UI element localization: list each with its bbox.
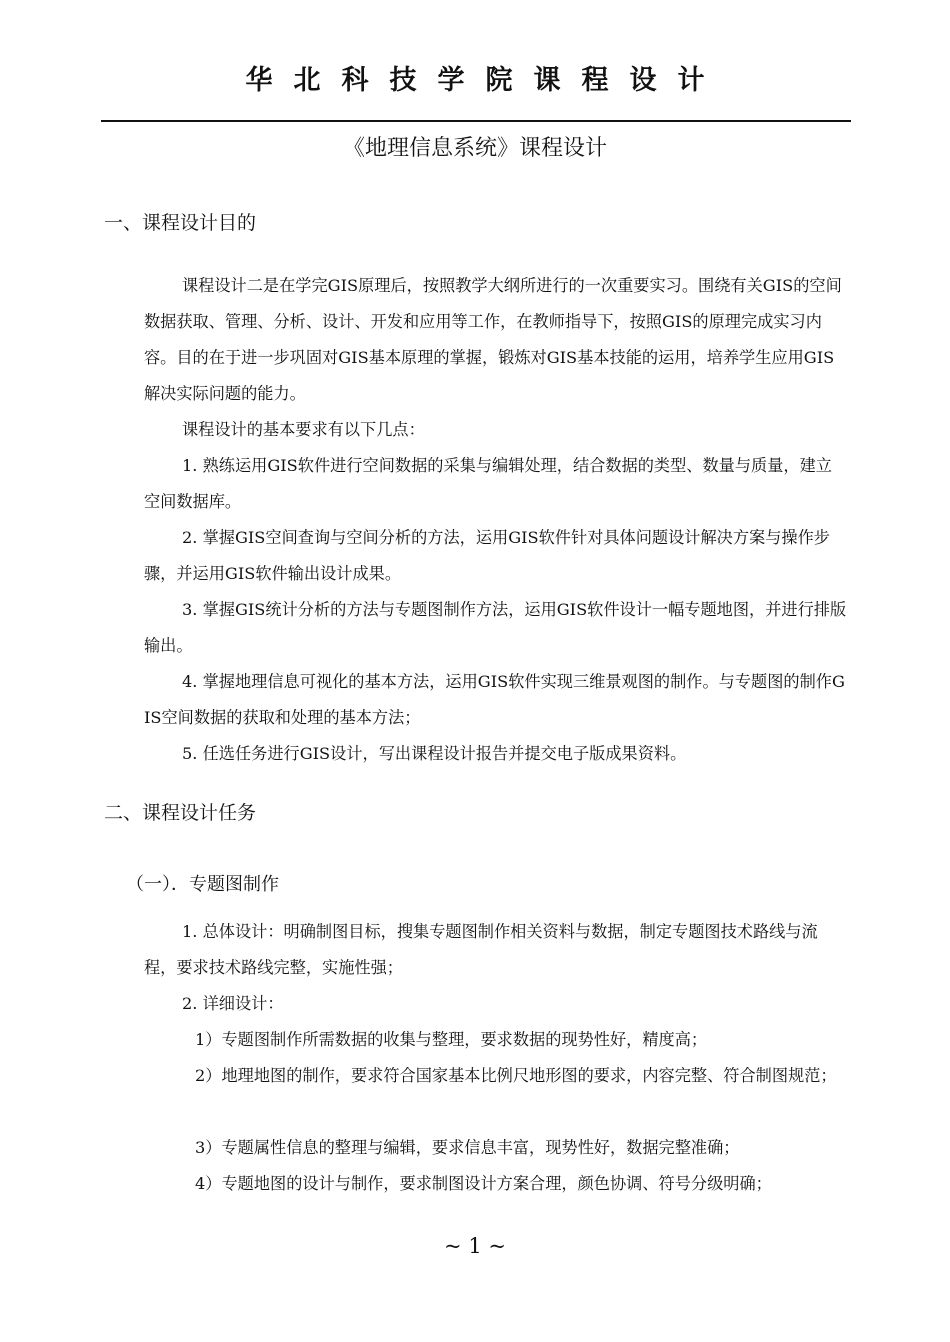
requirement-item: 4. 掌握地理信息可视化的基本方法，运用GIS软件实现三维景观图的制作。与专题图的制作GIS空间数据的获取和处理的基本方法； bbox=[144, 672, 845, 727]
detail-item: 1）专题图制作所需数据的收集与整理，要求数据的现势性好，精度高； bbox=[195, 1030, 708, 1049]
task-item-detailed-design: 2. 详细设计： bbox=[182, 994, 284, 1013]
detail-item: 4）专题地图的设计与制作，要求制图设计方案合理，颜色协调、符号分级明确； bbox=[195, 1174, 772, 1193]
subsection-heading-thematic-map: （一）．专题图制作 bbox=[126, 874, 279, 895]
document-title: 《地理信息系统》课程设计 bbox=[342, 136, 607, 161]
requirement-item: 2. 掌握GIS空间查询与空间分析的方法，运用GIS软件针对具体问题设计解决方案与操作步骤，并运用GIS软件输出设计成果。 bbox=[144, 528, 830, 583]
requirement-item: 5. 任选任务进行GIS设计，写出课程设计报告并提交电子版成果资料。 bbox=[182, 744, 687, 763]
header-divider bbox=[101, 120, 851, 122]
requirement-item: 3. 掌握GIS统计分析的方法与专题图制作方法，运用GIS软件设计一幅专题地图，并进行排版输出。 bbox=[144, 600, 847, 655]
requirements-lead: 课程设计的基本要求有以下几点： bbox=[182, 420, 425, 439]
requirement-item: 1. 熟练运用GIS软件进行空间数据的采集与编辑处理，结合数据的类型、数量与质量，建立空间数据库。 bbox=[144, 456, 832, 511]
task-item-overall-design: 1. 总体设计：明确制图目标，搜集专题图制作相关资料与数据，制定专题图技术路线与流程，要求技术路线完整，实施性强； bbox=[144, 922, 818, 977]
detail-item: 2）地理地图的制作，要求符合国家基本比例尺地形图的要求，内容完整、符合制图规范； bbox=[195, 1066, 837, 1085]
detail-item: 3）专题属性信息的整理与编辑，要求信息丰富，现势性好，数据完整准确； bbox=[195, 1138, 740, 1157]
section-heading-tasks: 二、课程设计任务 bbox=[104, 802, 257, 824]
page-number: ~ 1 ~ bbox=[444, 1234, 506, 1258]
section-heading-purpose: 一、课程设计目的 bbox=[104, 212, 257, 234]
purpose-paragraph: 课程设计二是在学完GIS原理后，按照教学大纲所进行的一次重要实习。围绕有关GIS的空间数据获取、管理、分析、设计、开发和应用等工作，在教师指导下，按照GIS的原理完成实习内容。目的在于进一步巩固对GIS基本原理的掌握，锻炼对GIS基本技能的运用，培养学生应用GIS解决实际问题的能力。 bbox=[144, 276, 842, 403]
institution-header-title: 华北科技学院课程设计 bbox=[245, 65, 726, 96]
